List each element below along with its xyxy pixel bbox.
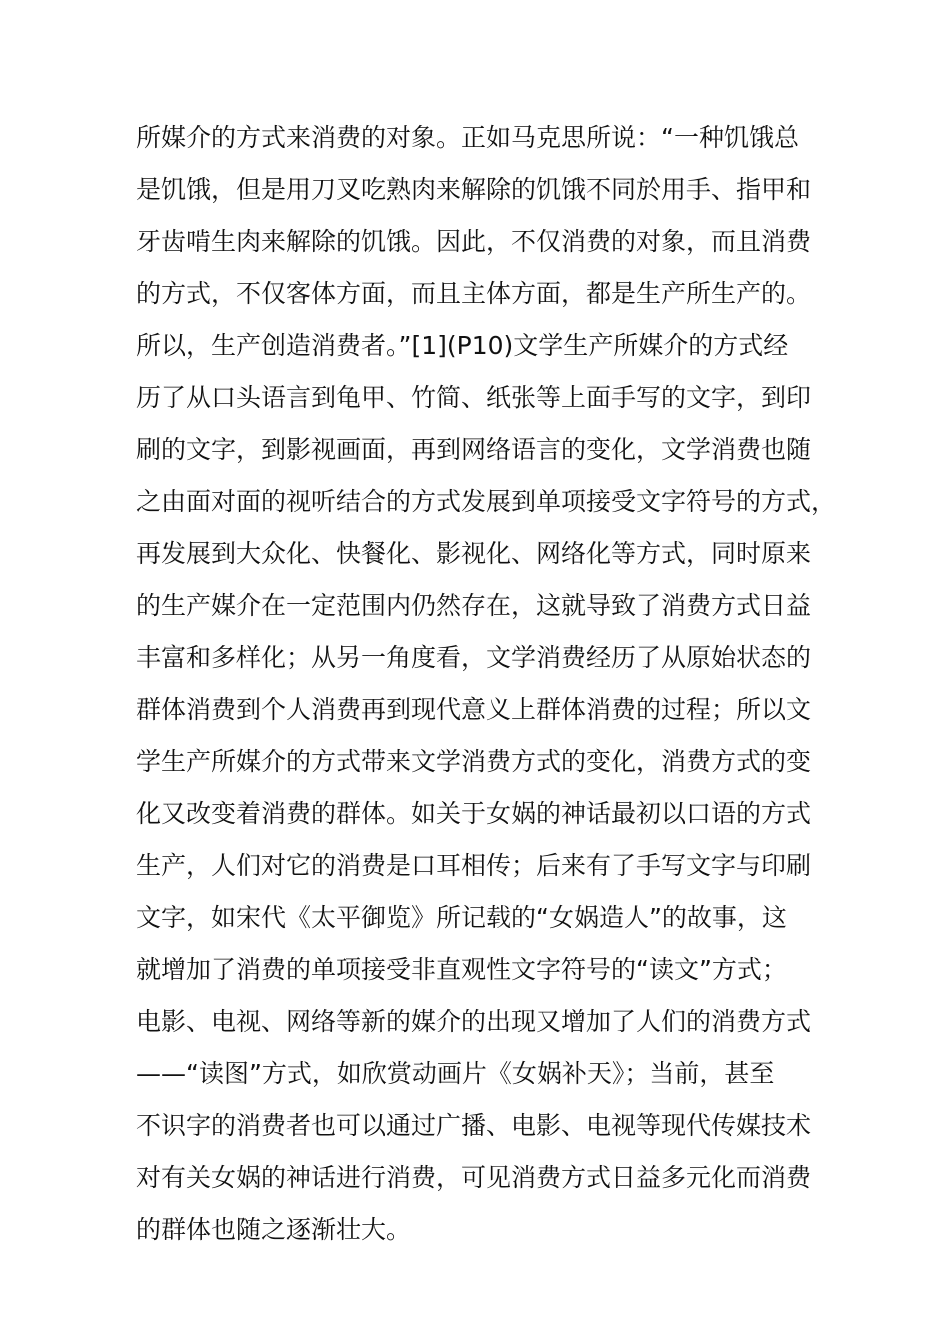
text-line: 化又改变着消费的群体。如关于女娲的神话最初以口语的方式 [136, 799, 812, 828]
body-paragraph [136, 112, 856, 1256]
text-line: ——“读图”方式，如欣赏动画片《女娲补天》；当前，甚至 [136, 1059, 775, 1088]
text-line: 是饥饿，但是用刀叉吃熟肉来解除的饥饿不同於用手、指甲和 [136, 175, 812, 204]
text-line: 之由面对面的视听结合的方式发展到单项接受文字符号的方式， [136, 487, 837, 516]
text-line: 的群体也随之逐渐壮大。 [136, 1215, 412, 1244]
text-line: 电影、电视、网络等新的媒介的出现又增加了人们的消费方式 [136, 1007, 812, 1036]
text-line: 历了从口头语言到龟甲、竹简、纸张等上面手写的文字，到印 [136, 383, 812, 412]
text-line: 的生产媒介在一定范围内仍然存在，这就导致了消费方式日益 [136, 591, 812, 620]
text-line: 群体消费到个人消费再到现代意义上群体消费的过程；所以文 [136, 695, 812, 724]
text-line: 生产，人们对它的消费是口耳相传；后来有了手写文字与印刷 [136, 851, 812, 880]
text-line: 牙齿啃生肉来解除的饥饿。因此，不仅消费的对象，而且消费 [136, 227, 812, 256]
text-line: 所媒介的方式来消费的对象。正如马克思所说：“一种饥饿总 [136, 123, 799, 152]
text-line: 学生产所媒介的方式带来文学消费方式的变化，消费方式的变 [136, 747, 812, 776]
text-line: 不识字的消费者也可以通过广播、电影、电视等现代传媒技术 [136, 1111, 812, 1140]
text-line: 所以，生产创造消费者。”[1](P10)文学生产所媒介的方式经 [136, 331, 789, 360]
text-line: 对有关女娲的神话进行消费，可见消费方式日益多元化而消费 [136, 1163, 812, 1192]
text-line: 文字，如宋代《太平御览》所记载的“女娲造人”的故事，这 [136, 903, 787, 932]
text-line: 丰富和多样化；从另一角度看，文学消费经历了从原始状态的 [136, 643, 812, 672]
text-line: 就增加了消费的单项接受非直观性文字符号的“读文”方式； [136, 955, 787, 984]
text-line: 刷的文字，到影视画面，再到网络语言的变化，文学消费也随 [136, 435, 812, 464]
text-line: 的方式，不仅客体方面，而且主体方面，都是生产所生产的。 [136, 279, 812, 308]
text-line: 再发展到大众化、快餐化、影视化、网络化等方式，同时原来 [136, 539, 812, 568]
